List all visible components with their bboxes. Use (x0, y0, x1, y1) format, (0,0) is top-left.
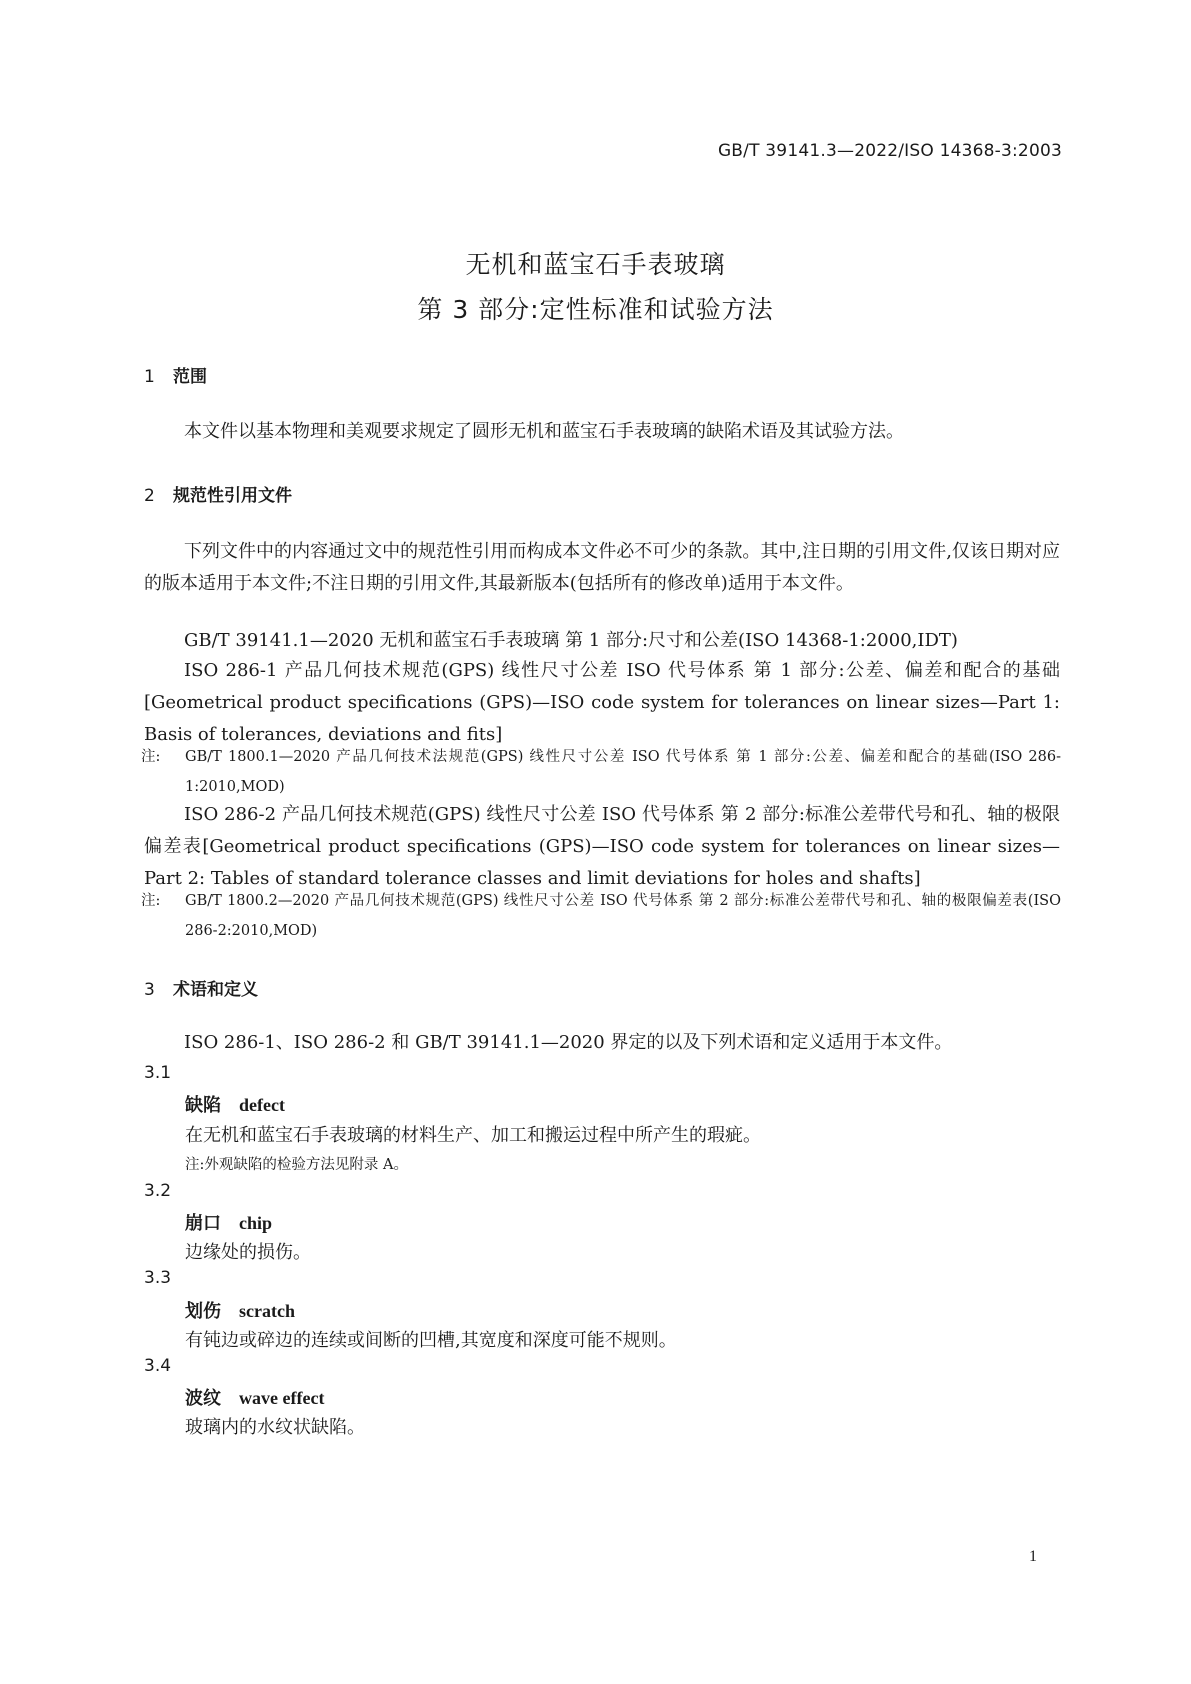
reference-note (141, 742, 1061, 802)
term-english: scratch (239, 1301, 295, 1321)
section-title: 术语和定义 (173, 980, 258, 1000)
term-name (185, 1209, 272, 1235)
term-number: 3.3 (144, 1268, 172, 1288)
note-text: GB/T 1800.2—2020 产品几何技术规范(GPS) 线性尺寸公差 ISO 代号体系 第 2 部分:标准公差带代号和孔、轴的极限偏差表(ISO 286-2:2010,MOD) (185, 893, 1061, 939)
section-2-intro: 下列文件中的内容通过文中的规范性引用而构成本文件必不可少的条款。其中,注日期的引用文件,仅该日期对应的版本适用于本文件;不注日期的引用文件,其最新版本(包括所有的修改单)适用于本文件。 (144, 541, 1060, 594)
term-english: chip (239, 1213, 273, 1233)
term-chinese: 划伤 (185, 1301, 221, 1322)
section-2-heading (144, 481, 292, 506)
term-number: 3.2 (144, 1181, 172, 1201)
section-1-heading (144, 362, 207, 387)
reference-item: GB/T 39141.1—2020 无机和蓝宝石手表玻璃 第 1 部分:尺寸和公差(ISO 14368-1:2000,IDT) (184, 630, 958, 651)
term-english: wave effect (239, 1388, 325, 1408)
reference-item: ISO 286-2 产品几何技术规范(GPS) 线性尺寸公差 ISO 代号体系 第 2 部分:标准公差带代号和孔、轴的极限偏差表[Geometrical product specifications (GPS)—ISO code system for tolerances on linear sizes—Part 2: Tables of standard tolerance classes and limit deviations for holes and shafts] (144, 804, 1060, 889)
note-text: GB/T 1800.1—2020 产品几何技术法规范(GPS) 线性尺寸公差 ISO 代号体系 第 1 部分:公差、偏差和配合的基础(ISO 286-1:2010,MOD) (185, 749, 1061, 795)
page-number: 1 (1029, 1548, 1037, 1565)
term-english: defect (239, 1095, 285, 1115)
note-label: 注: (141, 749, 161, 765)
document-title-line1: 无机和蓝宝石手表玻璃 (465, 250, 726, 279)
term-chinese: 崩口 (185, 1213, 221, 1234)
section-1-body: 本文件以基本物理和美观要求规定了圆形无机和蓝宝石手表玻璃的缺陷术语及其试验方法。 (184, 421, 904, 442)
section-3-intro: ISO 286-1、ISO 286-2 和 GB/T 39141.1—2020 界定的以及下列术语和定义适用于本文件。 (184, 1032, 953, 1053)
term-definition: 在无机和蓝宝石手表玻璃的材料生产、加工和搬运过程中所产生的瑕疵。 (185, 1125, 761, 1146)
section-number: 3 (144, 980, 155, 1000)
section-3-heading (144, 975, 258, 1000)
term-definition: 有钝边或碎边的连续或间断的凹槽,其宽度和深度可能不规则。 (185, 1330, 677, 1351)
term-name (185, 1384, 324, 1410)
reference-item: ISO 286-1 产品几何技术规范(GPS) 线性尺寸公差 ISO 代号体系 第 1 部分:公差、偏差和配合的基础[Geometrical product specifications (GPS)—ISO code system for tolerances on linear sizes—Part 1: Basis of tolerances, deviations and fits] (144, 660, 1060, 745)
document-title-line2: 第 3 部分:定性标准和试验方法 (417, 295, 774, 324)
term-definition: 玻璃内的水纹状缺陷。 (185, 1417, 365, 1438)
section-title: 范围 (173, 367, 207, 387)
term-name (185, 1297, 295, 1323)
term-name (185, 1091, 285, 1117)
reference-note (141, 886, 1061, 946)
term-number: 3.4 (144, 1356, 172, 1376)
section-number: 2 (144, 486, 155, 506)
standard-code: GB/T 39141.3—2022/ISO 14368-3:2003 (717, 141, 1062, 161)
term-chinese: 波纹 (185, 1388, 221, 1409)
note-label: 注: (141, 893, 161, 909)
term-definition: 边缘处的损伤。 (185, 1242, 311, 1263)
term-note: 注:外观缺陷的检验方法见附录 A。 (185, 1157, 408, 1173)
section-title: 规范性引用文件 (173, 486, 292, 506)
term-number: 3.1 (144, 1063, 172, 1083)
term-chinese: 缺陷 (185, 1095, 221, 1116)
section-number: 1 (144, 367, 155, 387)
